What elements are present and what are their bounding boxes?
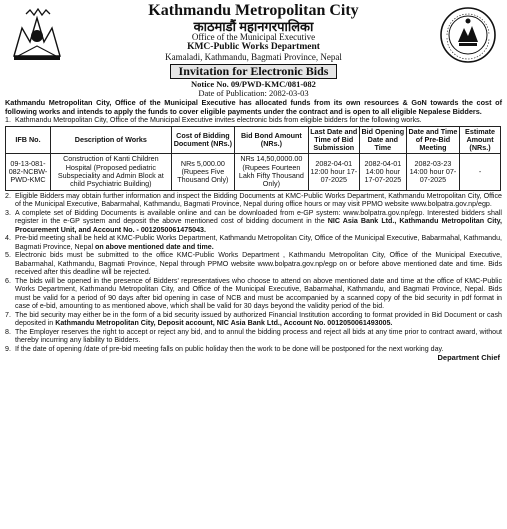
office-name: Office of the Municipal Executive (191, 32, 316, 43)
cell-doc-cost: NRs 5,000.00 (Rupees Five Thousand Only) (171, 154, 234, 190)
item-bold-text: on above mentioned date and time. (95, 242, 214, 251)
list-item (5, 209, 502, 235)
cell-prebid-date: 2082-03-23 14:00 hour 07-07-2025 (406, 154, 459, 190)
item-number: 4. (5, 234, 11, 243)
header-opening-date: Bid Opening Date and Time (359, 126, 406, 154)
table-row (6, 154, 501, 190)
item-text: Eligible Bidders may obtain further information and inspect the Bidding Documents at KMC-Public Works Department, Kathmandu Metropolitan City, Office of the Municipal Executive, Babarmahal, Kathmandu, Bagmati Province, Nepal during office hours or may visit PPMO website www.bolpatra.gov.np/egp. (15, 191, 502, 209)
item-text: The bids will be opened in the presence of Bidders' representatives who choose to attend on above mentioned date and time at the office of KMC-Public Works Department, Kathmandu Metropolitan City, and Office of the Municipal Executive, Babarmahal, Kathmandu, and Bagmati Province, Nepal. Bids must be valid for a period of 90 days after bid opening in case of NCB and must be accompanied by a scanned copy of the bid security in pdf format in case of e-bid, amounting to as mentioned above, which shall be valid for 30 days beyond the validity period of the bid. (15, 276, 502, 311)
list-item (5, 311, 502, 328)
header-description: Description of Works (51, 126, 172, 154)
item-bold-text: NIC Asia Bank Ltd., Kathmandu Metropolitan City, Procurement Unit, and Account No. - 0012050061475043. (15, 217, 502, 234)
signature-department-chief: Department Chief (437, 353, 500, 363)
intro-paragraph: Kathmandu Metropolitan City, Office of the Municipal Executive has allocated funds from its own resources & GoN towards the cost of following works and intends to apply the funds to cover eligible payments under the contract and is open to all eligible Nepalese Bidders. (5, 97, 502, 116)
list-item (5, 251, 502, 277)
list-item (5, 192, 502, 209)
item-text-wrapper (15, 311, 502, 328)
item-text: The bid security may either be in the form of a bid security issued by authorized Financial Institution according to format provided in Bid Document or cash deposited in (15, 310, 502, 328)
item-text-wrapper (15, 209, 502, 235)
item-text: A complete set of Bidding Documents is available online and can be downloaded from e-GP system: www.bolpatra.gov.np/egp. Interested bidders shall register in the e-GP system and deposit the above mentioned cost of bidding document in the (15, 208, 502, 226)
header-ifb-no: IFB No. (6, 126, 51, 154)
header-estimate: Estimate Amount (NRs.) (460, 126, 501, 154)
cell-ifb-no: 09-13-081-082-NCBW-PWD-KMC (6, 154, 51, 190)
item-bold-text: Kathmandu Metropolitan City, Deposit account, NIC Asia Bank Ltd., Account No. 0012050061493005. (55, 319, 393, 328)
list-item (5, 328, 502, 345)
header-prebid-date: Date and Time of Pre-Bid Meeting (406, 126, 459, 154)
item-text: If the date of opening /date of pre-bid meeting falls on public holiday then the work to be done will be postponed for the next working day. (15, 344, 444, 353)
item-number: 1. (5, 116, 11, 125)
header-doc-cost: Cost of Bidding Document (NRs.) (171, 126, 234, 154)
cell-last-date: 2082-04-01 12:00 hour 17-07-2025 (308, 154, 359, 190)
item-number: 7. (5, 310, 11, 319)
header-last-date: Last Date and Time of Bid Submission (310, 126, 358, 153)
list-item (5, 277, 502, 311)
item-text: Electronic bids must be submitted to the office KMC-Public Works Department , Kathmandu Metropolitan City, Office of the Municipal Executive, Babarmahal, Kathmandu, Bagmati Province, Nepal through PPMO website www.bolpatra.gov.np/egp on or before above mentioned date and time. Bids received after this deadline will be rejected. (15, 251, 502, 277)
cell-bid-bond: NRs 14,50,0000.00 (Rupees Fourteen Lakh Fifty Thousand Only) (235, 154, 309, 190)
item-text-wrapper (15, 234, 502, 251)
cell-description: Construction of Kanti Children Hospital (Proposed pediatric Subspeciality and Admin Block at child Psychiatric Building) (51, 154, 172, 190)
list-item (5, 116, 502, 125)
item-text: The Employer reserves the right to accept or reject any bid, and to annul the bidding process and reject all bids at any time prior to contract award, without thereby incurring any liability to Bidders. (15, 327, 502, 345)
kmc-emblem-logo (8, 6, 66, 64)
header-bid-bond: Bid Bond Amount (NRs.) (235, 126, 309, 154)
item-number: 8. (5, 327, 11, 336)
city-title-nepali: काठमाडौं महानगरपालिका (193, 18, 314, 34)
bids-table (5, 126, 501, 191)
list-item (5, 234, 502, 251)
item-number: 3. (5, 208, 11, 217)
office-address: Kamaladi, Kathmandu, Bagmati Province, Nepal (165, 51, 342, 62)
publication-date: Date of Publication: 2082-03-03 (198, 88, 309, 98)
item-number: 5. (5, 251, 11, 260)
item-text: Kathmandu Metropolitan City, Office of the Municipal Executive invites electronic bids from eligible bidders for the following works. (15, 116, 422, 125)
notice-banner: Invitation for Electronic Bids (170, 64, 338, 79)
notice-number: Notice No. 09/PWD-KMC/081-082 (191, 79, 316, 90)
notice-header (5, 3, 502, 98)
item-number: 2. (5, 191, 11, 200)
city-title: Kathmandu Metropolitan City (148, 2, 359, 19)
notice-items (5, 192, 502, 354)
table-header-row (6, 126, 501, 154)
list-item (5, 345, 502, 354)
item-text: Pre-bid meeting shall be held at KMC-Public Works Department, Kathmandu Metropolitan City, Office of the Municipal Executive, Babarmahal, Kathmandu, Bagmati Province, Nepal (15, 234, 502, 251)
item-number: 9. (5, 344, 11, 353)
item-number: 6. (5, 276, 11, 285)
cell-estimate: - (460, 154, 501, 190)
department-name: KMC-Public Works Department (187, 41, 320, 52)
cell-opening-date: 2082-04-01 14:00 hour 17-07-2025 (359, 154, 406, 190)
municipal-seal-logo (439, 6, 497, 64)
